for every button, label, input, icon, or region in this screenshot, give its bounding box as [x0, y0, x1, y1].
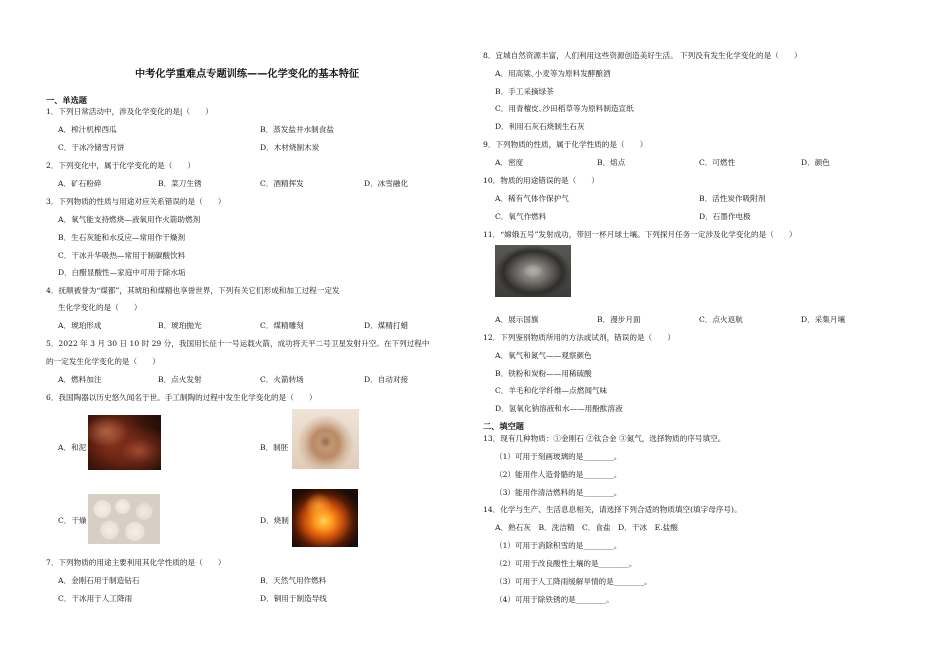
q7-option-a: A．金刚石用于制造钻石 [58, 576, 140, 585]
photo-drying-pottery [88, 494, 160, 544]
q3-option-b: B．生石灰能和水反应—常用作干燥剂 [58, 233, 186, 242]
q1-option-a: A．榨汁机榨西瓜 [58, 125, 117, 134]
q3-option-a: A．氧气能支持燃烧—液氧用作火箭助燃剂 [58, 215, 201, 224]
q8-stem: 8．宜城自然资源丰富，人们利用这些资源创造美好生活。 下列没有发生化学变化的是（ ） [483, 51, 802, 60]
q14-options: A．熟石灰 B．洗洁精 C．食盐 D．干冰 E.盐酸 [495, 523, 678, 532]
q8-option-c: C．用青檀皮､沙田稻草等为原料制造宣纸 [495, 104, 634, 113]
q1-option-d: D．木材烧制木炭 [260, 143, 320, 152]
q11-option-b: B．漫步月面 [597, 315, 641, 324]
q11-option-d: D．采集月壤 [801, 315, 846, 324]
section-heading-fill-in: 二、填空题 [483, 421, 524, 431]
q13-part-3: （3）能用作清洁燃料的是________。 [495, 488, 622, 497]
q4-option-b: B．琥珀抛光 [158, 321, 202, 330]
photo-kiln-firing [292, 489, 358, 547]
q10-option-b: B．活性炭作吸附剂 [699, 194, 766, 203]
q13-stem: 13．现有几种物质：①金刚石 ②钛合金 ③氮气，选择物质的序号填空。 [483, 434, 726, 443]
q5-stem: 5．2022 年 3 月 30 日 10 时 29 分，我国用长征十一号运载火箭，成功将天平二号卫星发射升空。在下列过程中 [46, 339, 430, 348]
q4-stem-continued: 生化学变化的是（ ） [58, 303, 142, 312]
q5-option-b: B．点火发射 [158, 375, 202, 384]
q9-option-a: A．密度 [495, 158, 524, 167]
q5-stem-continued: 的一定发生化学变化的是（ ） [46, 357, 160, 366]
q5-option-c: C．火箭转场 [260, 375, 304, 384]
q2-stem: 2．下列变化中，属于化学变化的是（ ） [46, 161, 196, 170]
q2-option-a: A．矿石粉碎 [58, 179, 102, 188]
q12-option-a: A．氧气和氮气——观察颜色 [495, 351, 592, 360]
q4-option-c: C．煤精雕刻 [260, 321, 304, 330]
q10-option-c: C．氧气作燃料 [495, 212, 547, 221]
q10-option-d: D．石墨作电极 [699, 212, 751, 221]
q14-part-4: （4）可用于除铁锈的是________。 [495, 595, 614, 604]
q9-stem: 9．下列物质的性质，属于化学性质的是（ ） [483, 140, 648, 149]
q3-option-d: D．白醋显酸性—家庭中可用于除水垢 [58, 268, 186, 277]
q12-option-d: D．氢氧化钠溶液和水——用酚酞溶液 [495, 404, 623, 413]
q7-stem: 7．下列物质的用途主要利用其化学性质的是（ ） [46, 558, 226, 567]
q3-stem: 3．下列物质的性质与用途对应关系错误的是（ ） [46, 197, 226, 206]
q6-option-c: C．干燥 [58, 516, 87, 525]
photo-shaping-pottery [292, 409, 359, 469]
q13-part-2: （2）能用作人造骨骼的是________。 [495, 470, 622, 479]
q8-option-a: A．用高粱､小麦等为原料发酵酿酒 [495, 69, 611, 78]
q5-option-d: D．自动对接 [364, 375, 409, 384]
q13-part-1: （1）可用于刻画玻璃的是________。 [495, 452, 622, 461]
document-title: 中考化学重难点专题训练——化学变化的基本特征 [135, 69, 360, 80]
q6-option-b: B．制胚 [260, 443, 289, 452]
q9-option-b: B．熔点 [597, 158, 626, 167]
q4-option-a: A．琥珀形成 [58, 321, 102, 330]
q1-option-c: C．干冰冷储雪月饼 [58, 143, 125, 152]
q7-option-b: B．天然气用作燃料 [260, 576, 327, 585]
q14-stem: 14．化学与生产、生活息息相关，请选择下列合适的物质填空(填字母序号)。 [483, 505, 742, 514]
q2-option-d: D．冰雪融化 [364, 179, 409, 188]
q11-option-a: A．展示国旗 [495, 315, 539, 324]
photo-clay-mixing [88, 415, 161, 470]
q4-stem: 4．抚顺被誉为“煤都”，其琥珀和煤精也享誉世界，下列有关它们形成和加工过程一定发 [46, 286, 340, 295]
q5-option-a: A．燃料加注 [58, 375, 102, 384]
q3-option-c: C．干冰升华吸热—常用于制碳酸饮料 [58, 251, 186, 260]
q12-option-c: C．羊毛和化学纤维—点燃闻气味 [495, 386, 608, 395]
q9-option-d: D．颜色 [801, 158, 830, 167]
q10-option-a: A．稀有气体作保护气 [495, 194, 569, 203]
q11-option-c: C．点火返航 [699, 315, 743, 324]
q6-stem: 6．我国陶器以历史悠久闻名于世。手工制陶的过程中发生化学变化的是（ ） [46, 393, 317, 402]
q10-stem: 10．物质的用途错误的是（ ） [483, 176, 599, 185]
q2-option-b: B．菜刀生锈 [158, 179, 202, 188]
q14-part-1: （1）可用于消除积雪的是________。 [495, 541, 622, 550]
q4-option-d: D．煤精打蜡 [364, 321, 409, 330]
q6-option-a: A．和泥 [58, 443, 87, 452]
q11-stem: 11．“嫦娥五号”发射成功，带回一杯月球土壤。下列探月任务一定涉及化学变化的是（ ） [483, 230, 797, 239]
q1-stem: 1．下列日常活动中，涉及化学变化的是|（ ） [46, 107, 213, 116]
q14-part-3: （3）可用于人工降雨缓解旱情的是________。 [495, 577, 652, 586]
q1-option-b: B．蒸发盐井水制食盐 [260, 125, 334, 134]
q8-option-b: B．手工采摘绿茶 [495, 87, 554, 96]
q7-option-c: C．干冰用于人工降雨 [58, 594, 133, 603]
q6-option-d: D．烧制 [260, 516, 289, 525]
q8-option-d: D．利用石灰石烧制生石灰 [495, 122, 585, 131]
q2-option-c: C．酒精挥发 [260, 179, 304, 188]
q12-stem: 12．下列鉴别物质所用的方法或试剂，错误的是（ ） [483, 333, 675, 342]
q12-option-b: B．铁粉和炭粉——用稀硫酸 [495, 369, 592, 378]
photo-lunar-soil-sample [495, 245, 571, 297]
q14-part-2: （2）可用于改良酸性土壤的是________。 [495, 559, 637, 568]
section-heading-single-choice: 一、单选题 [46, 95, 87, 105]
q7-option-d: D．铜用于制造导线 [260, 594, 327, 603]
q9-option-c: C．可燃性 [699, 158, 736, 167]
